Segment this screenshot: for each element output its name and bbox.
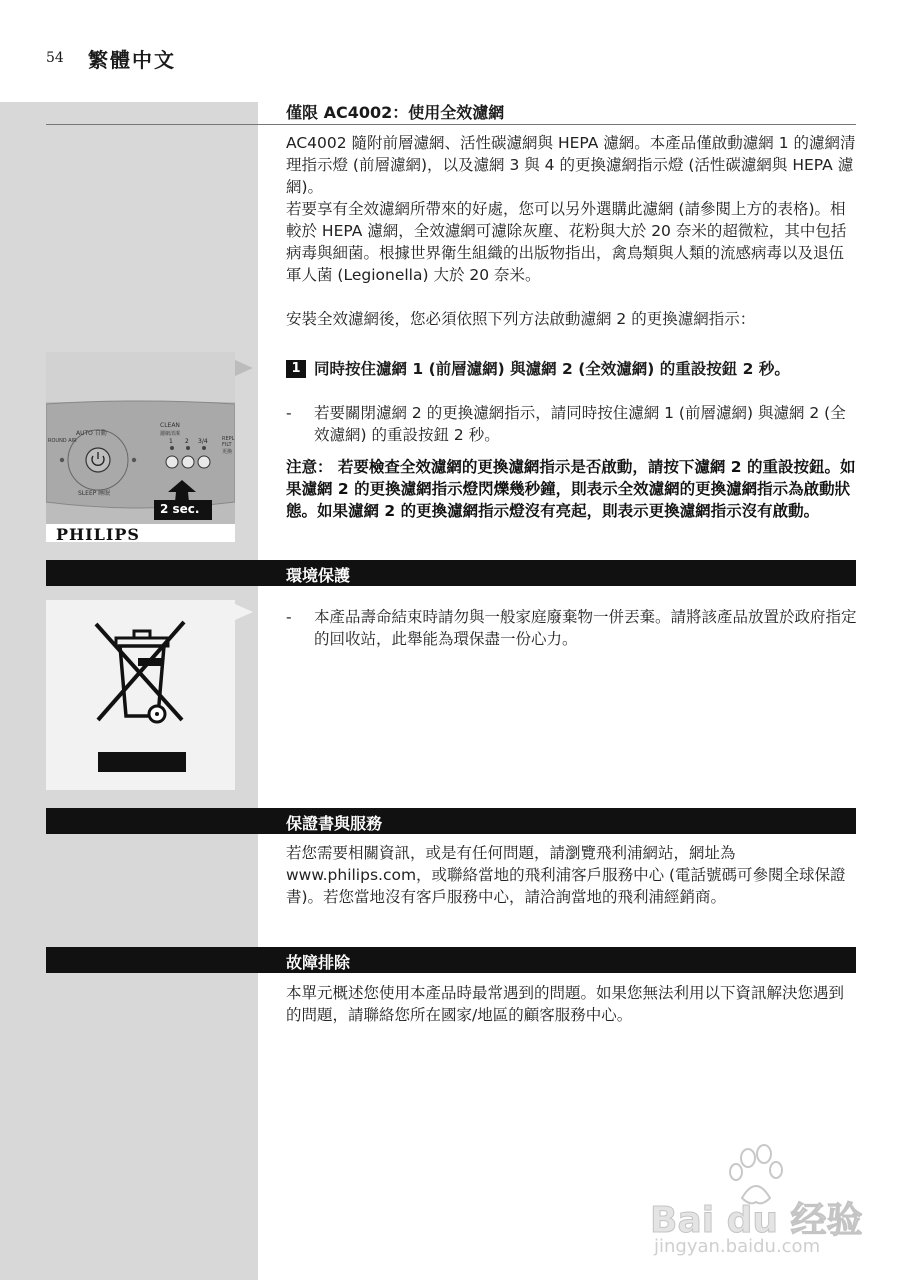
control-panel-drawing bbox=[46, 352, 235, 542]
environment-heading-bar bbox=[46, 560, 856, 586]
section-rule bbox=[46, 124, 856, 125]
warranty-text: 若您需要相關資訊，或是有任何問題，請瀏覽飛利浦網站，網址為 www.philips.com，或聯絡當地的飛利浦客戶服務中心 (電話號碼可參閱全球保證書)。若您當地沒有客戶服務中心，請洽詢當地的飛利浦經銷商。 bbox=[286, 844, 846, 906]
auto-label: AUTO 自動 bbox=[76, 430, 107, 437]
full-filter-heading: 僅限 AC4002：使用全效濾網 bbox=[286, 103, 505, 122]
sleep-label: SLEEP 睡眠 bbox=[78, 490, 111, 497]
round-air-label: ROUND AIR bbox=[48, 438, 77, 444]
press-duration-label: 2 sec. bbox=[160, 502, 200, 516]
page-number: 54 bbox=[46, 50, 64, 66]
warranty-heading-bar bbox=[46, 808, 856, 834]
watermark-brand: Bai du 经验 bbox=[650, 1200, 863, 1241]
philips-logo: PHILIPS bbox=[56, 528, 140, 542]
filter-number-3-4: 3/4 bbox=[198, 438, 208, 445]
filter-number-1: 1 bbox=[169, 438, 173, 445]
troubleshooting-heading: 故障排除 bbox=[286, 953, 351, 972]
filter-number-2: 2 bbox=[185, 438, 189, 445]
note-paragraph: 注意： 若要檢查全效濾網的更換濾網指示是否啟動，請按下濾網 2 的重設按鈕。如果濾網 2 的更換濾網指示燈閃爍幾秒鐘，則表示全效濾網的更換濾網指示為啟動狀態。如果濾網 2 的更換濾網指示燈沒有亮起，則表示更換濾網指示沒有啟動。 bbox=[286, 458, 856, 520]
bullet-dash: - bbox=[286, 608, 292, 626]
watermark-url: jingyan.baidu.com bbox=[654, 1236, 821, 1257]
activation-paragraph: 安裝全效濾網後，您必須依照下列方法啟動濾網 2 的更換濾網指示： bbox=[286, 310, 756, 328]
step-number-badge: 1 bbox=[286, 360, 306, 378]
baidu-watermark bbox=[650, 1140, 890, 1260]
replace-label-2: FILT bbox=[222, 442, 232, 448]
page-language-title: 繁體中文 bbox=[88, 48, 176, 72]
replace-label: REPL bbox=[222, 436, 235, 442]
warranty-heading: 保證書與服務 bbox=[286, 814, 383, 833]
troubleshooting-text: 本單元概述您使用本產品時最常遇到的問題。如果您無法利用以下資訊解決您遇到的問題，請聯絡您所在國家/地區的顧客服務中心。 bbox=[286, 984, 845, 1024]
clean-label: CLEAN bbox=[160, 422, 180, 429]
replace-label-3: 更換 bbox=[222, 449, 233, 455]
deactivate-bullet-text: 若要關閉濾網 2 的更換濾網指示，請同時按住濾網 1 (前層濾網) 與濾網 2 (全效濾網) 的重設按鈕 2 秒。 bbox=[314, 404, 846, 444]
weee-symbol-box bbox=[46, 600, 235, 790]
troubleshooting-heading-bar bbox=[46, 947, 856, 973]
bullet-dash: - bbox=[286, 404, 292, 422]
intro-paragraph: AC4002 隨附前層濾網、活性碳濾網與 HEPA 濾網。本產品僅啟動濾網 1 的濾網清理指示燈 (前層濾網)，以及濾網 3 與 4 的更換濾網指示燈 (活性碳濾網與 HEPA 濾網)。 bbox=[286, 134, 856, 196]
weee-callout-pointer bbox=[235, 604, 253, 620]
panel-callout-pointer bbox=[235, 360, 253, 376]
control-panel-illustration bbox=[46, 352, 235, 542]
crossed-bin-icon bbox=[46, 600, 235, 790]
benefit-paragraph: 若要享有全效濾網所帶來的好處，您可以另外選購此濾網 (請參閱上方的表格)。相較於 HEPA 濾網，全效濾網可濾除灰塵、花粉與大於 20 奈米的超微粒，其中包括病毒與細菌。根據世界衛生組織的出版物指出，禽鳥類與人類的流感病毒以及退伍軍人菌 (Legionella) 大於 20 奈米。 bbox=[286, 200, 847, 284]
step-1-text: 同時按住濾網 1 (前層濾網) 與濾網 2 (全效濾網) 的重設按鈕 2 秒。 bbox=[314, 360, 790, 378]
environment-heading: 環境保護 bbox=[286, 566, 351, 585]
clean-sub-label: 濾網清潔 bbox=[160, 431, 181, 437]
environment-text: 本產品壽命結束時請勿與一般家庭廢棄物一併丟棄。請將該產品放置於政府指定的回收站，此舉能為環保盡一份心力。 bbox=[314, 608, 857, 648]
